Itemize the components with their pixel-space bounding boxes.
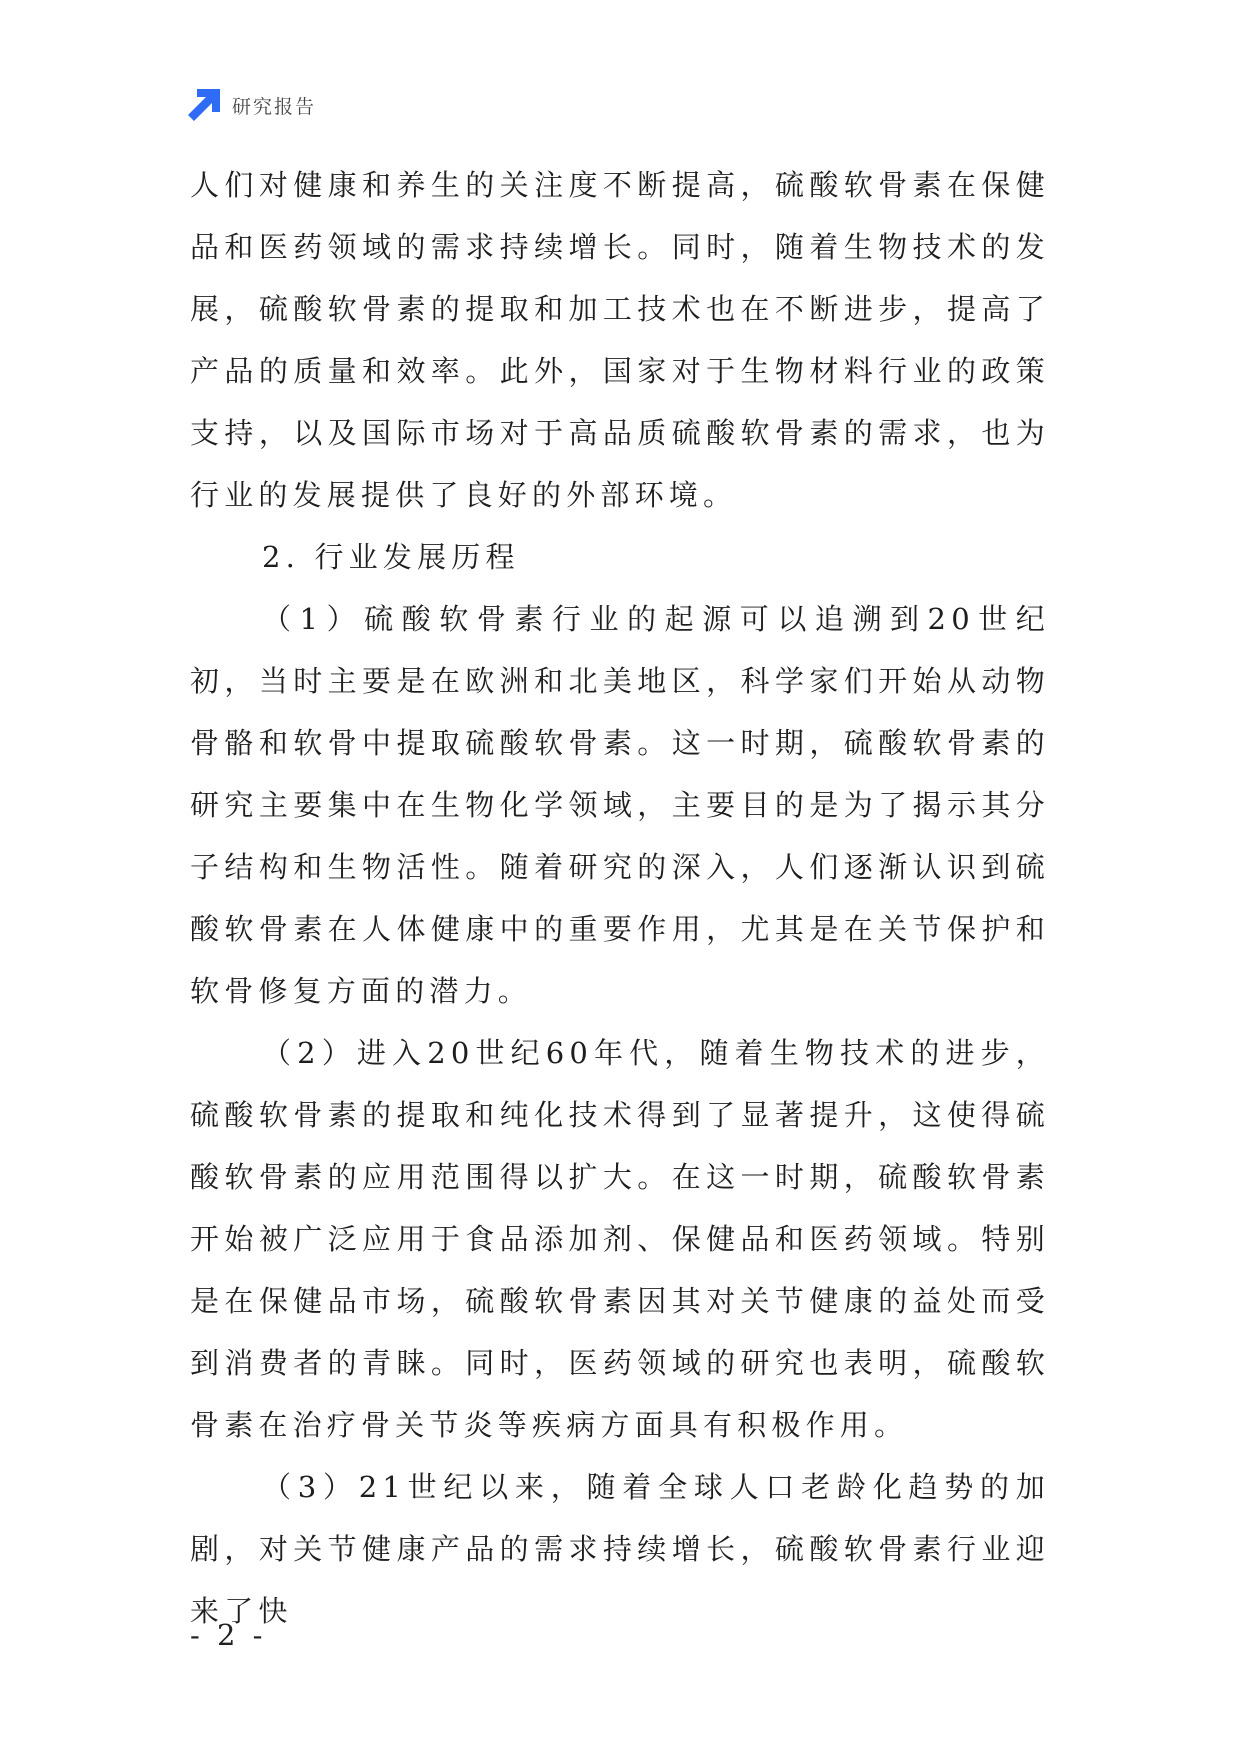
paragraph-1: （1）硫酸软骨素行业的起源可以追溯到20世纪初，当时主要是在欧洲和北美地区，科学家们开始从动物骨骼和软骨中提取硫酸软骨素。这一时期，硫酸软骨素的研究主要集中在生物化学领域，主要目的是为了揭示其分子结构和生物活性。随着研究的深入，人们逐渐认识到硫酸软骨素在人体健康中的重要作用，尤其是在关节保护和软骨修复方面的潜力。 bbox=[190, 602, 1050, 1008]
page-number: - 2 - bbox=[190, 1618, 267, 1652]
arrow-up-right-icon bbox=[188, 89, 220, 121]
paragraph-3: （3）21世纪以来，随着全球人口老龄化趋势的加剧，对关节健康产品的需求持续增长，硫酸软骨素行业迎来了快 bbox=[190, 1470, 1050, 1628]
document-body bbox=[190, 154, 1050, 1642]
header-title: 研究报告 bbox=[232, 95, 317, 118]
paragraph-intro: 人们对健康和养生的关注度不断提高，硫酸软骨素在保健品和医药领域的需求持续增长。同时，随着生物技术的发展，硫酸软骨素的提取和加工技术也在不断进步，提高了产品的质量和效率。此外，国家对于生物材料行业的政策支持，以及国际市场对于高品质硫酸软骨素的需求，也为行业的发展提供了良好的外部环境。 bbox=[190, 168, 1050, 512]
paragraph-2: （2）进入20世纪60年代，随着生物技术的进步，硫酸软骨素的提取和纯化技术得到了显著提升，这使得硫酸软骨素的应用范围得以扩大。在这一时期，硫酸软骨素开始被广泛应用于食品添加剂、保健品和医药领域。特别是在保健品市场，硫酸软骨素因其对关节健康的益处而受到消费者的青睐。同时，医药领域的研究也表明，硫酸软骨素在治疗骨关节炎等疾病方面具有积极作用。 bbox=[190, 1036, 1050, 1442]
report-header bbox=[188, 89, 316, 121]
section-heading: 2. 行业发展历程 bbox=[262, 540, 520, 574]
